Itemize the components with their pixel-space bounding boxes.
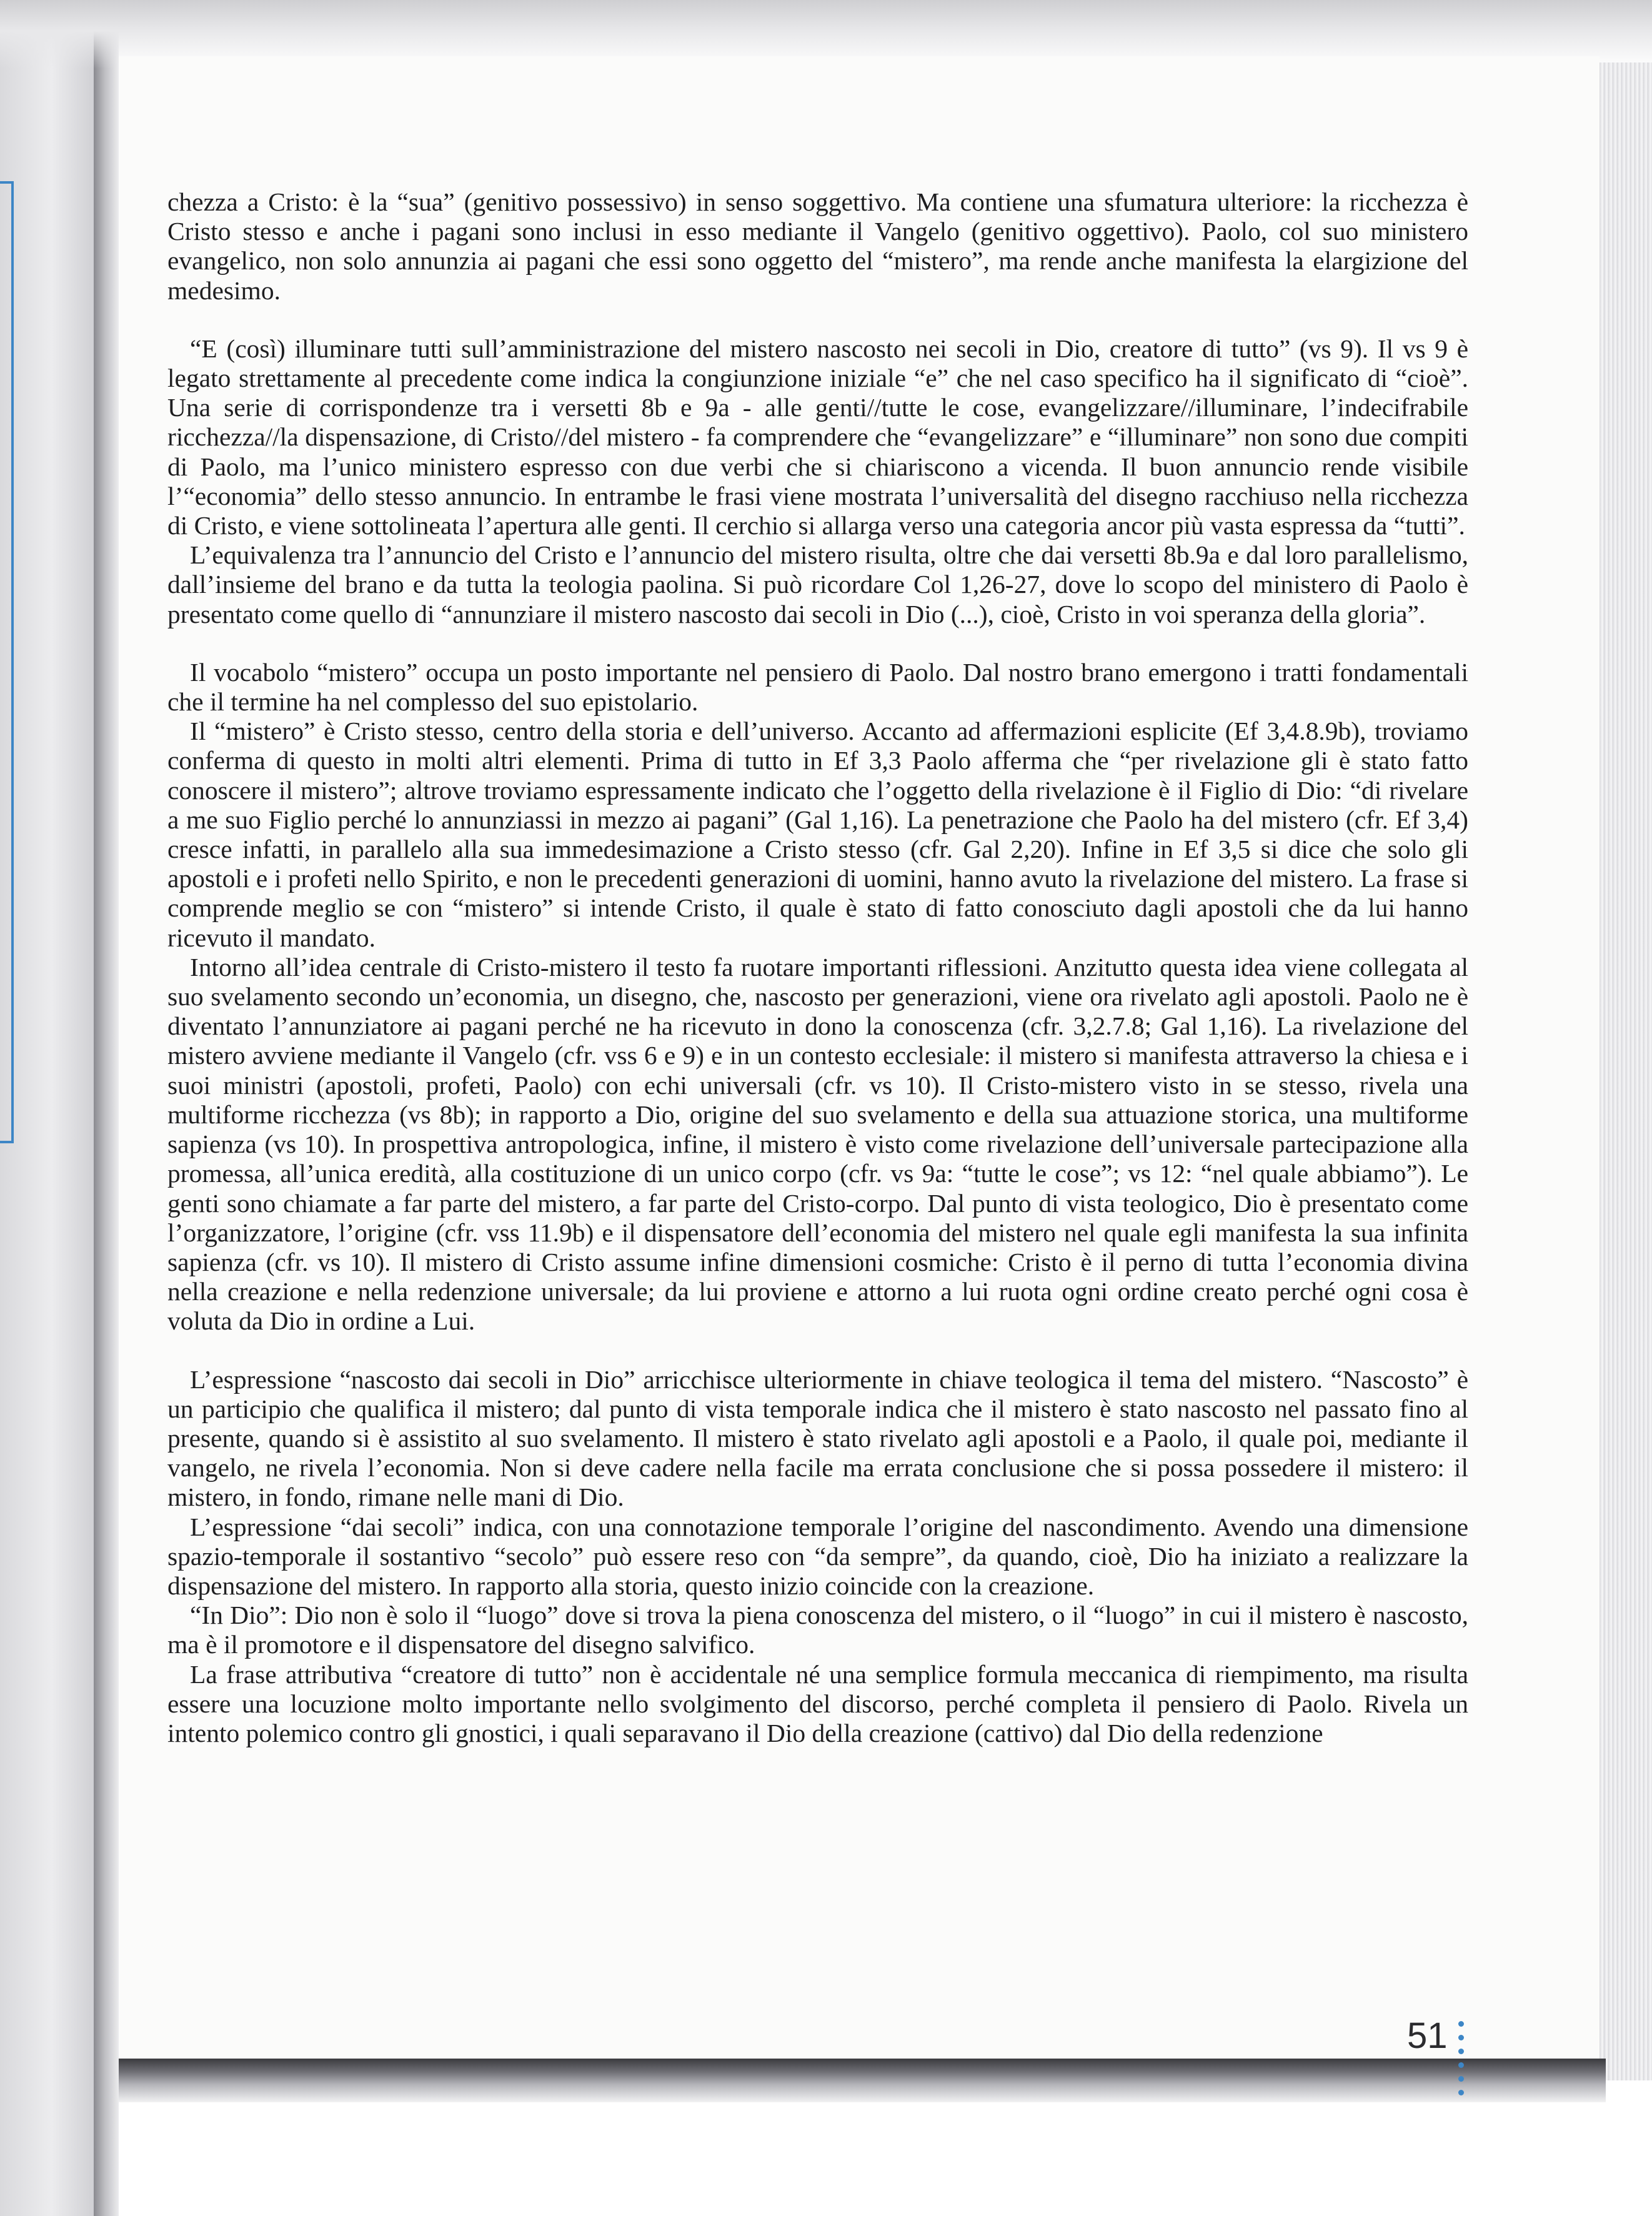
left-page-edge [0,0,94,2216]
paragraph-creatore-di-tutto: La frase attributiva “creatore di tutto” non è accidentale né una semplice formula meccanica di riempimento, ma risulta essere una locuzione molto importante nello svolgimento del discorso, perché completa il pensiero di Paolo. Rivela un intento polemico contro gli gnostici, i quali separavano il Dio della creazione (cattivo) dal Dio della redenzione [167,1659,1468,1747]
page-body-text [167,187,1468,1748]
paragraph-mistero-cristo: Il “mistero” è Cristo stesso, centro della storia e dell’universo. Accanto ad affermazioni esplicite (Ef 3,4.8.9b), troviamo conferma di questo in molti altri elementi. Prima di tutto in Ef 3,3 Paolo afferma che “per rivelazione gli è stato fatto conoscere il mistero”; altrove troviamo espressamente indicato che l’oggetto della rivelazione è il Figlio di Dio: “di rivelare a me suo Figlio perché lo annunziassi in mezzo ai pagani” (Gal 1,16). La penetrazione che Paolo ha del mistero (cfr. Ef 3,4) cresce infatti, in parallelo alla sua immedesimazione a Cristo stesso (cfr. Gal 2,20). Infine in Ef 3,5 si dice che solo gli apostoli e i profeti nello Spirito, e non le precedenti generazioni di uomini, hanno avuto la rivelazione del mistero. La frase si comprende meglio se con “mistero” si intende Cristo, il quale è stato di fatto conosciuto dagli apostoli che da lui hanno ricevuto il mandato. [167,717,1468,952]
paragraph-vocabolo-mistero: Il vocabolo “mistero” occupa un posto importante nel pensiero di Paolo. Dal nostro brano emergono i tratti fondamentali che il termine ha nel complesso del suo epistolario. [167,657,1468,717]
left-page-margin-rule [0,181,14,1143]
paragraph-in-dio: “In Dio”: Dio non è solo il “luogo” dove si trova la piena conoscenza del mistero, o il “luogo” in cui il mistero è nascosto, ma è il promotore e il dispensatore del disegno salvifico. [167,1601,1468,1659]
page-number: 51 [1407,2015,1448,2056]
paragraph-nascosto-dai-secoli: L’espressione “nascosto dai secoli in Dio” arricchisce ulteriormente in chiave teologica il tema del mistero. “Nascosto” è un participio che qualifica il mistero; dal punto di vista temporale indica che il mistero è stato nascosto nel passato fino al presente, quando si è assistito al suo svelamento. Il mistero è stato rivelato agli apostoli e a Paolo, il quale poi, mediante il vangelo, ne rivela l’economia. Non si deve cadere nella facile ma errata conclusione che si possa possedere il mistero: il mistero, in fondo, rimane nelle mani di Dio. [167,1364,1468,1512]
page-number-dots-icon [1458,2021,1465,2104]
paragraph-ricchezza: chezza a Cristo: è la “sua” (genitivo possessivo) in senso soggettivo. Ma contiene una sfumatura ulteriore: la ricchezza è Cristo stesso e anche i pagani sono inclusi in esso mediante il Vangelo (genitivo oggettivo). Paolo, col suo ministero evangelico, non solo annunzia ai pagani che essi sono oggetto del “mistero”, ma rende anche manifesta la elargizione del medesimo. [167,187,1468,305]
paragraph-illuminare-tutti: “E (così) illuminare tutti sull’amministrazione del mistero nascosto nei secoli in Dio, creatore di tutto” (vs 9). Il vs 9 è legato strettamente al precedente come indica la congiunzione iniziale “e” che nel caso specifico ha il significato di “cioè”. Una serie di corrispondenze tra i versetti 8b e 9a - alle genti//tutte le cose, evangelizzare//illuminare, l’indecifrabile ricchezza//la dispensazione, di Cristo//del mistero - fa comprendere che “evangelizzare” e “illuminare” non sono due compiti di Paolo, ma l’unico ministero espresso con due verbi che si chiariscono a vicenda. Il buon annuncio rende visibile l’“economia” dello stesso annuncio. In entrambe le frasi viene mostrata l’universalità del disegno racchiuso nella ricchezza di Cristo, e viene sottolineata l’apertura alle genti. Il cerchio si allarga verso una categoria ancor più vasta espressa da “tutti”. [167,334,1468,540]
bottom-edge-shadow [119,2059,1606,2102]
paragraph-cristo-mistero: Intorno all’idea centrale di Cristo-mistero il testo fa ruotare importanti riflessioni. Anzitutto questa idea viene collegata al suo svelamento secondo un’economia, un disegno, che, nascosto per generazioni, viene ora rivelato agli apostoli. Paolo ne è diventato l’annunziatore ai pagani perché ne ha ricevuto in dono la conoscenza (cfr. 3,2.7.8; Gal 1,16). La rivelazione del mistero avviene mediante il Vangelo (cfr. vss 6 e 9) e in un contesto ecclesiale: il mistero si manifesta attraverso la chiesa e i suoi ministri (apostoli, profeti, Paolo) con echi universali (cfr. vs 10). Il Cristo-mistero visto in se stesso, rivela una multiforme ricchezza (vs 8b); in rapporto a Dio, origine del suo svelamento e della sua attuazione storica, una multiforme sapienza (vs 10). In prospettiva antropologica, infine, il mistero è visto come rivelazione dell’universale partecipazione alla promessa, all’unica eredità, alla costituzione di un unico corpo (cfr. vs 9a: “tutte le cose”; vs 12: “nel quale abbiamo”). Le genti sono chiamate a far parte del mistero, a far parte del Cristo-corpo. Dal punto di vista teologico, Dio è presentato come l’organizzatore, l’origine (cfr. vss 11.9b) e il dispensatore dell’economia del mistero nel quale egli manifesta la sua infinita sapienza (cfr. vs 10). Il mistero di Cristo assume infine dimensioni cosmiche: Cristo è il perno di tutta l’economia divina nella creazione e nella redenzione universale; da lui proviene e attorno a lui ruota ogni ordine creato perché ogni cosa è voluta da Dio in ordine a Lui. [167,952,1468,1336]
page-fore-edge [1595,62,1652,2080]
book-gutter [94,0,119,2216]
paragraph-dai-secoli: L’espressione “dai secoli” indica, con una connotazione temporale l’origine del nascondimento. Avendo una dimensione spazio-temporale il sostantivo “secolo” può essere reso con “da sempre”, da quando, cioè, Dio ha iniziato a realizzare la dispensazione del mistero. In rapporto alla storia, questo inizio coincide con la creazione. [167,1512,1468,1600]
paragraph-equivalenza: L’equivalenza tra l’annuncio del Cristo e l’annuncio del mistero risulta, oltre che dai versetti 8b.9a e dal loro parallelismo, dall’insieme del brano e da tutta la teologia paolina. Si può ricordare Col 1,26-27, dove lo scopo del ministero di Paolo è presentato come quello di “annunziare il mistero nascosto dai secoli in Dio (...), cioè, Cristo in voi speranza della gloria”. [167,540,1468,629]
